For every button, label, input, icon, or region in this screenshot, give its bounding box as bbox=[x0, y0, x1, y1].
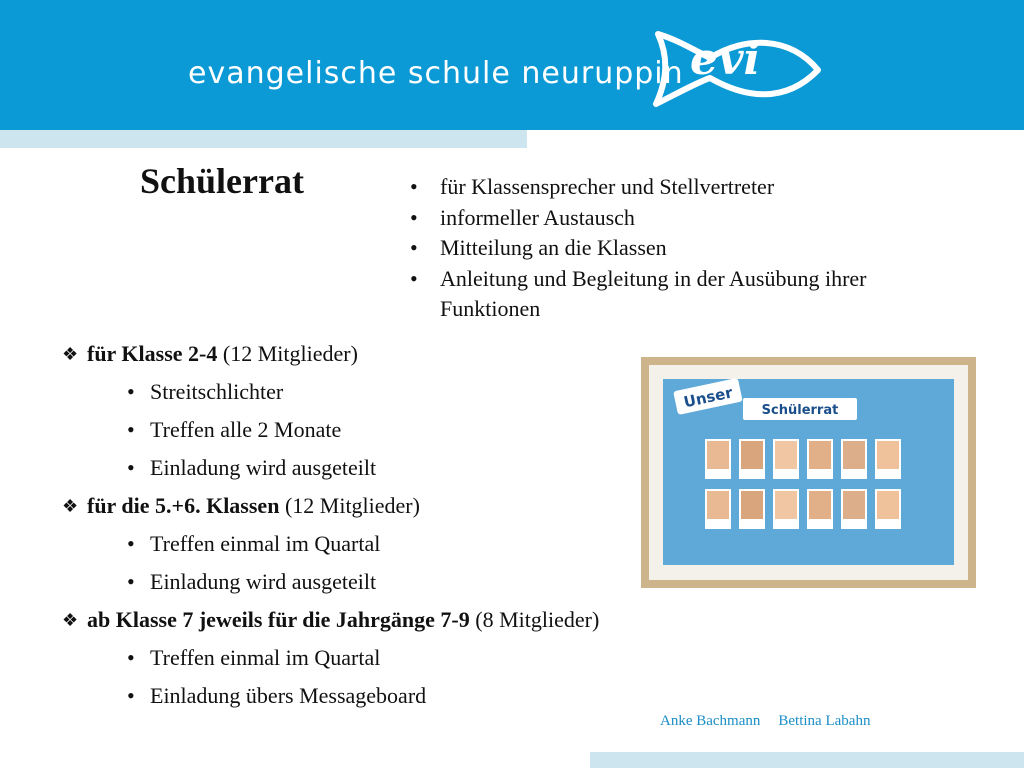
student-photo bbox=[707, 441, 729, 469]
footer-accent-strip bbox=[590, 752, 1024, 768]
author-name: Anke Bachmann bbox=[660, 713, 761, 729]
student-photo bbox=[877, 491, 899, 519]
student-photo bbox=[843, 441, 865, 469]
author-credits bbox=[660, 713, 870, 730]
diamond-bullet-icon: ❖ bbox=[62, 610, 79, 630]
group-list bbox=[62, 335, 702, 715]
header-banner bbox=[0, 0, 1024, 130]
header-accent-strip bbox=[0, 130, 527, 148]
student-photo bbox=[775, 491, 797, 519]
student-photo bbox=[775, 441, 797, 469]
group-heading-bold: für die 5.+6. Klassen bbox=[87, 493, 280, 518]
group-heading bbox=[62, 601, 702, 639]
group-items bbox=[62, 525, 702, 601]
logo-mark: evi bbox=[690, 34, 761, 85]
top-bullet-list bbox=[410, 172, 970, 325]
top-bullet: • Mitteilung an die Klassen bbox=[410, 233, 970, 264]
student-photo bbox=[877, 441, 899, 469]
top-bullet: • Anleitung und Begleitung in der Ausübung ihrer Funktionen bbox=[410, 264, 970, 325]
group-item: • Einladung wird ausgeteilt bbox=[62, 449, 702, 487]
poster-label-unser: Unser bbox=[682, 383, 735, 412]
student-photo bbox=[707, 491, 729, 519]
author-name: Bettina Labahn bbox=[778, 713, 871, 729]
group-items bbox=[62, 639, 702, 715]
group-item: • Einladung übers Messageboard bbox=[62, 677, 702, 715]
poster-label-schuelerrat: Schülerrat bbox=[761, 403, 839, 418]
group-member-count: (12 Mitglieder) bbox=[284, 493, 420, 518]
group-items bbox=[62, 373, 702, 487]
student-photo bbox=[809, 491, 831, 519]
student-photo bbox=[741, 491, 763, 519]
student-photo bbox=[809, 441, 831, 469]
group-item: • Treffen einmal im Quartal bbox=[62, 525, 702, 563]
slide-title: Schülerrat bbox=[140, 161, 304, 201]
group-member-count: (12 Mitglieder) bbox=[222, 341, 358, 366]
group-heading bbox=[62, 335, 702, 373]
group-item: • Treffen einmal im Quartal bbox=[62, 639, 702, 677]
top-bullet: • für Klassensprecher und Stellvertreter bbox=[410, 172, 970, 203]
student-photo bbox=[843, 491, 865, 519]
diamond-bullet-icon: ❖ bbox=[62, 496, 79, 516]
group-item: • Streitschlichter bbox=[62, 373, 702, 411]
group-heading bbox=[62, 487, 702, 525]
student-photo bbox=[741, 441, 763, 469]
top-bullet: • informeller Austausch bbox=[410, 203, 970, 234]
schuelerrat-photo bbox=[641, 357, 976, 588]
diamond-bullet-icon: ❖ bbox=[62, 344, 79, 364]
group-item: • Einladung wird ausgeteilt bbox=[62, 563, 702, 601]
school-name: evangelische schule neuruppin bbox=[188, 56, 684, 91]
group-heading-bold: ab Klasse 7 jeweils für die Jahrgänge 7-9 bbox=[87, 607, 470, 632]
group-heading-bold: für Klasse 2-4 bbox=[87, 341, 218, 366]
group-member-count: (8 Mitglieder) bbox=[475, 607, 600, 632]
group-item: • Treffen alle 2 Monate bbox=[62, 411, 702, 449]
